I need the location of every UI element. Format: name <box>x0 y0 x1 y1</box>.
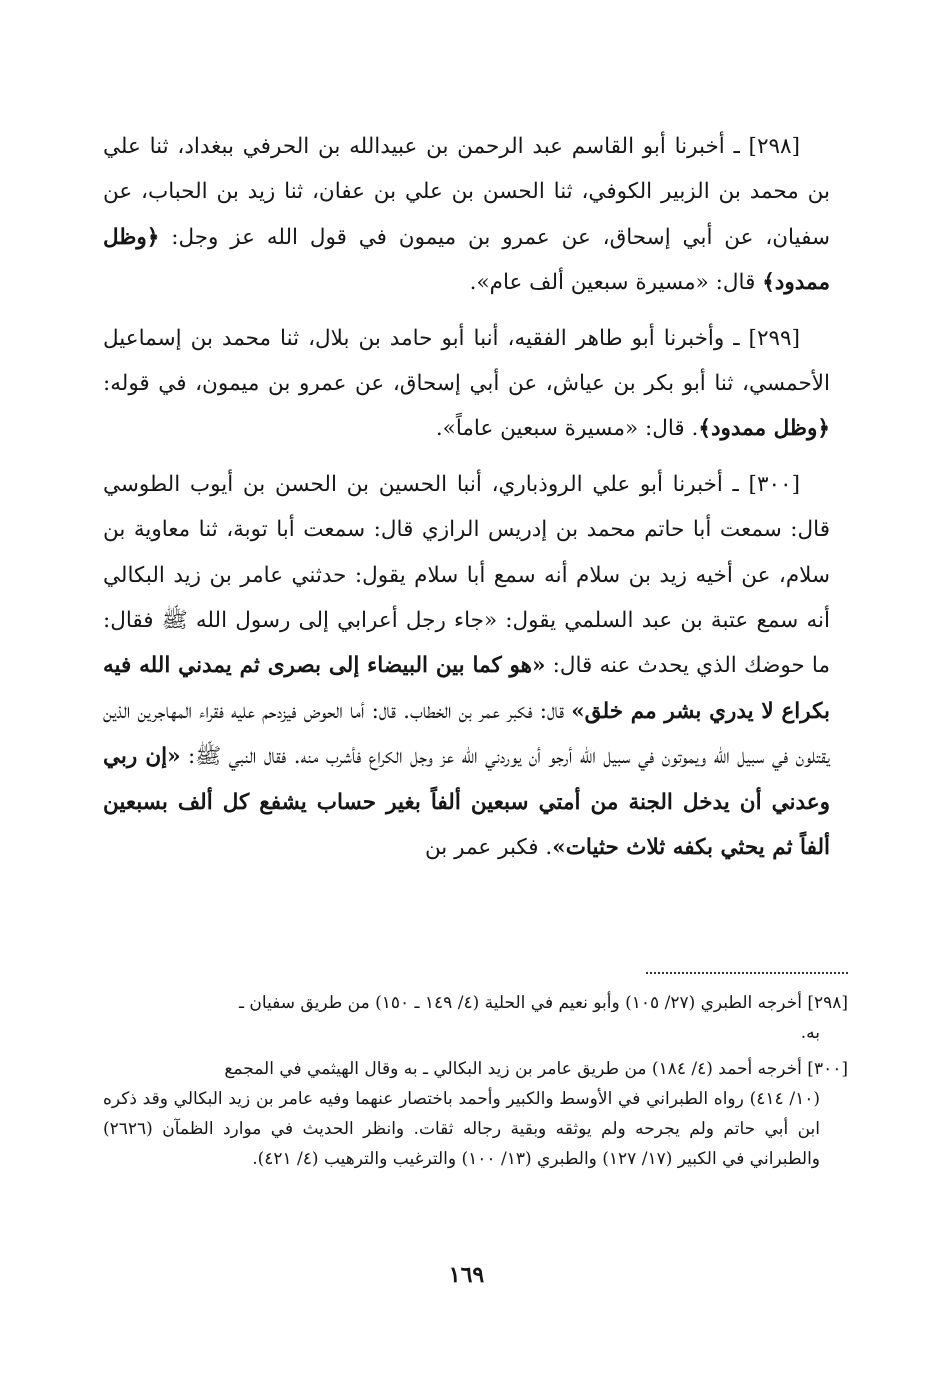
hadith-300-text: [٣٠٠] ـ أخبرنا أبو علي الروذباري، أنبا الحسين بن الحسن بن أيوب الطوسي قال: سمعت أبا حاتم محمد بن إدريس الرازي قال: سمعت أبا توبة، ثنا معاوية بن سلام، عن أخيه زيد بن سلام أنه سمع أبا سلام يقول: حدثني عامر بن زيد البكالي أنه سمع عتبة بن عبد السلمي يقول: «جاء رجل أعرابي إلى رسول الله ﷺ فقال: ما حوضك الذي يحدث عنه قال: <box>103 471 830 679</box>
hadith-298 <box>103 124 830 306</box>
footnote-300-continuation: (١٠/ ٤١٤) رواه الطبراني في الأوسط والكبير وأحمد باختصار عنهما وفيه عامر بن زيد البكالي وقد ذكره ابن أبي حاتم ولم يجرحه ولم يوثقه وبقية رجاله ثقات. وانظر الحديث في موارد الظمآن (٢٦٢٦) والطبراني في الكبير (١٧/ ١٢٧) والطبري (١٣/ ١٠٠) والترغيب والترهيب (٤/ ٤٢١). <box>103 1089 820 1169</box>
hadith-298-text: قال: «مسيرة سبعين ألف عام». <box>469 270 763 296</box>
quran-verse: ﴿وظل ممدود﴾ <box>698 416 830 442</box>
footnote-300 <box>103 1054 848 1174</box>
footnotes <box>103 988 848 1180</box>
hadith-300 <box>103 462 830 871</box>
footnote-298 <box>103 988 848 1048</box>
hadith-299-text: . قال: «مسيرة سبعين عاماً». <box>435 416 699 442</box>
hadith-299 <box>103 316 830 452</box>
footnote-298-continuation: به. <box>800 1023 820 1043</box>
footnote-divider <box>646 972 848 974</box>
main-text <box>103 124 830 881</box>
hadith-298-text: [٢٩٨] ـ أخبرنا أبو القاسم عبد الرحمن بن عبيدالله بن الحرفي ببغداد، ثنا علي بن محمد بن الزبير الكوفي، ثنا الحسن بن علي بن عفان، ثنا زيد بن الحباب، عن سفيان، عن أبي إسحاق، عن عمرو بن ميمون في قول الله عز وجل: <box>103 134 830 250</box>
page-number: ١٦٩ <box>448 1262 485 1288</box>
hadith-299-text: [٢٩٩] ـ وأخبرنا أبو طاهر الفقيه، أنبا أبو حامد بن بلال، ثنا محمد بن إسماعيل الأحمسي، ثنا أبو بكر بن عياش، عن أبي إسحاق، عن عمرو بن ميمون، في قوله: <box>103 325 830 397</box>
footnote-300-line: [٣٠٠] أخرجه أحمد (٤/ ١٨٤) من طريق عامر بن زيد البكالي ـ به وقال الهيثمي في المجمع <box>224 1059 848 1079</box>
footnote-298-line: [٢٩٨] أخرجه الطبري (٢٧/ ١٠٥) وأبو نعيم في الحلية (٤/ ١٤٩ ـ ١٥٠) من طريق سفيان ـ <box>238 993 848 1013</box>
quran-verse: ﴿وظل ممدود﴾ <box>103 224 830 296</box>
prophetic-saying: «هو كما بين البيضاء إلى بصرى ثم يمدني الله فيه بكراع لا يدري بشر مم خلق» <box>103 653 830 724</box>
prophetic-saying: «إن ربي وعدني أن يدخل الجنة من أمتي سبعين ألفاً بغير حساب يشفع كل ألف بسبعين ألفاً ثم يحثي بكفه ثلاث حثيات» <box>103 744 830 861</box>
hadith-300-text: قال: فكبر عمر بن الخطاب. قال: أما الحوض فيزدحم عليه فقراء المهاجرين الذين يقتلون في سبيل الله ويموتون في سبيل الله أرجو أن يوردني الله عز وجل الكراع فأشرب منه. فقال النبي ﷺ: <box>103 698 830 770</box>
hadith-300-text: . فكبر عمر بن <box>424 835 553 861</box>
